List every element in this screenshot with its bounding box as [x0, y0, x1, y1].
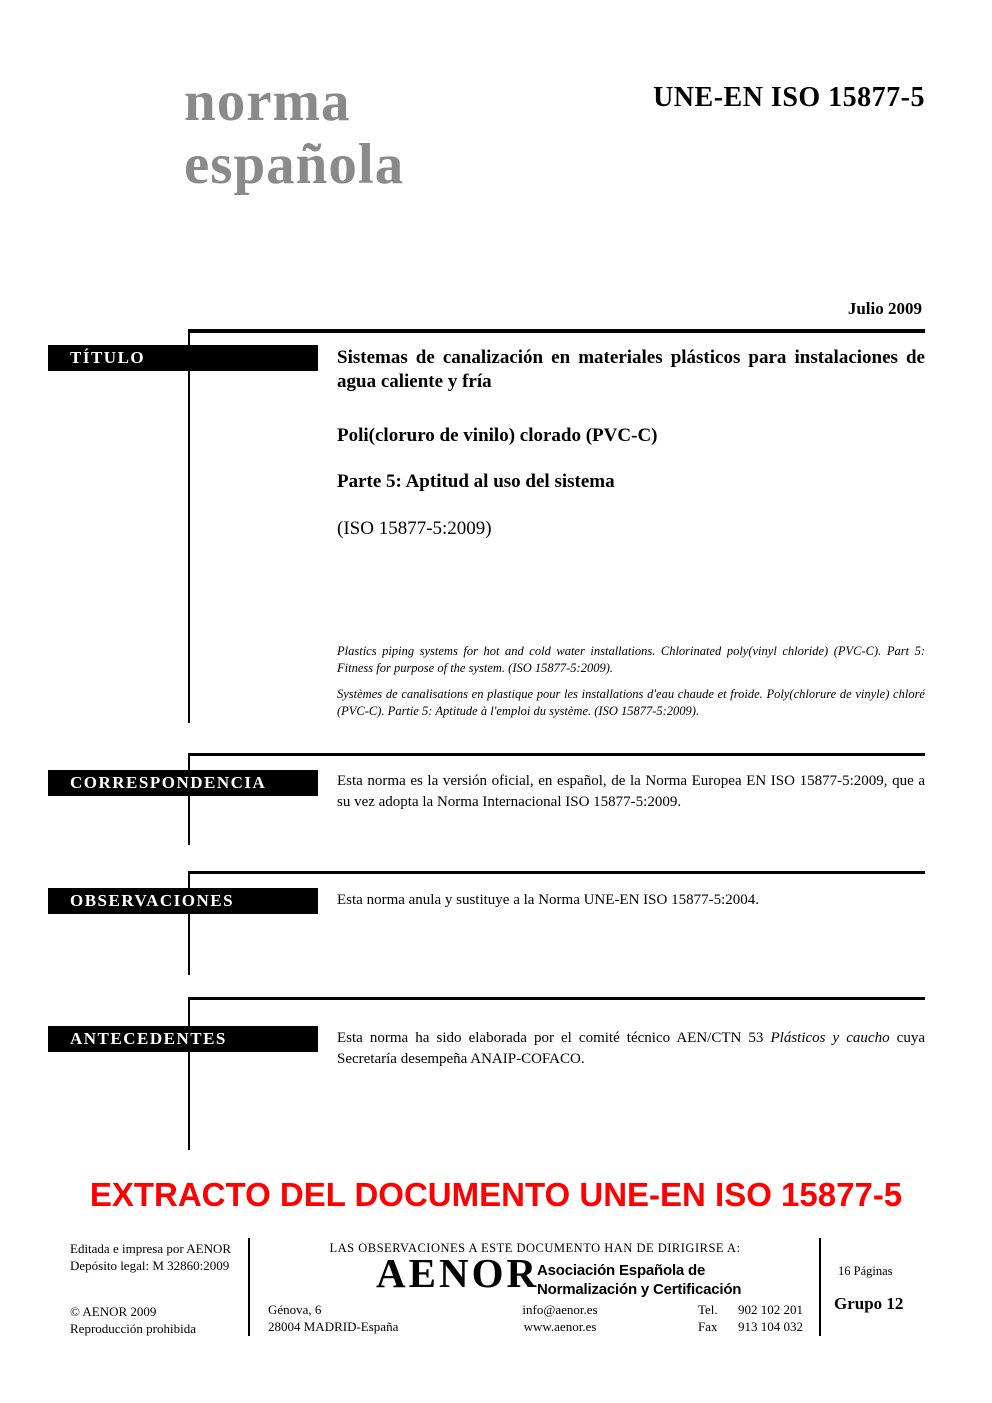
footer-copyright: © AENOR 2009 [70, 1304, 157, 1319]
footer-imprint [70, 1240, 231, 1274]
correspondencia-text: Esta norma es la versión oficial, en español, de la Norma Europea EN ISO 15877-5:2009, que a su vez adopta la Norma Internacional ISO 15877-5:2009. [337, 773, 925, 810]
antecedentes-top-rule [188, 997, 925, 1000]
antecedentes-text-before: Esta norma ha sido elaborada por el comité técnico AEN/CTN 53 [337, 1030, 771, 1046]
correspondencia-vertical-rule [188, 753, 190, 845]
antecedentes-text-after: cuya Secretaría desempeña ANAIP-COFACO. [337, 1030, 925, 1067]
document-code: UNE-EN ISO 15877-5 [653, 82, 925, 113]
footer-tel-row [698, 1301, 803, 1318]
observaciones-top-rule [188, 871, 925, 874]
footer-website: www.aenor.es [523, 1319, 597, 1334]
logo-line-2: española [184, 133, 405, 196]
correspondencia-label: CORRESPONDENCIA [70, 773, 267, 792]
aenor-org-line-1: Asociación Española de [537, 1262, 706, 1279]
titulo-top-rule [188, 329, 925, 333]
titulo-label: TÍTULO [70, 348, 146, 367]
footer-online-contacts [505, 1301, 615, 1335]
antecedentes-text [337, 1028, 925, 1070]
title-main-text: Sistemas de canalización en materiales plásticos para instalaciones de agua caliente y fría [337, 347, 925, 392]
title-english-translation: Plastics piping systems for hot and cold water installations. Chlorinated poly(vinyl chloride) (PVC-C). Part 5: Fitness for purpose of the system. (ISO 15877-5:2009). [337, 644, 925, 675]
extract-banner: EXTRACTO DEL DOCUMENTO UNE-EN ISO 15877-5 [89, 1176, 903, 1213]
footer-email: info@aenor.es [522, 1302, 598, 1317]
observaciones-label-bar [48, 888, 318, 914]
antecedentes-committee-name: Plásticos y caucho [770, 1030, 890, 1046]
antecedentes-label: ANTECEDENTES [70, 1029, 227, 1048]
title-iso-reference: (ISO 15877-5:2009) [337, 518, 492, 539]
footer-address [268, 1301, 398, 1335]
title-part-text: Parte 5: Aptitud al uso del sistema [337, 471, 615, 492]
antecedentes-vertical-rule [188, 997, 190, 1150]
footer-page-count: 16 Páginas [838, 1264, 893, 1278]
tel-number: 902 102 201 [738, 1302, 803, 1317]
titulo-vertical-rule [188, 329, 190, 723]
footer-copyright-block [70, 1303, 196, 1337]
observaciones-text: Esta norma anula y sustituye a la Norma UNE-EN ISO 15877-5:2004. [337, 892, 759, 908]
aenor-logo: AENOR [376, 1250, 540, 1296]
title-french-translation: Systèmes de canalisations en plastique pour les installations d'eau chaude et froide. Poly(chlorure de vinyle) chloré (PVC-C). Partie 5: Aptitude à l'emploi du système. (ISO 15877-5:2009). [337, 687, 925, 718]
address-city: 28004 MADRID-España [268, 1319, 399, 1334]
address-street: Génova, 6 [268, 1302, 322, 1317]
footer-rights: Reproducción prohibida [70, 1321, 196, 1336]
footer-legal-deposit: Depósito legal: M 32860:2009 [70, 1258, 230, 1273]
antecedentes-label-bar [48, 1026, 318, 1052]
tel-label: Tel. [698, 1302, 718, 1317]
footer-notice: LAS OBSERVACIONES A ESTE DOCUMENTO HAN DE DIRIGIRSE A: [329, 1241, 741, 1255]
norma-espanola-logo [184, 70, 404, 196]
fax-label: Fax [698, 1319, 718, 1334]
footer-printed-by: Editada e impresa por AENOR [70, 1241, 232, 1256]
issue-date: Julio 2009 [847, 299, 922, 318]
observaciones-vertical-rule [188, 871, 190, 975]
fax-number: 913 104 032 [738, 1319, 803, 1334]
titulo-label-bar [48, 345, 318, 371]
aenor-org-line-2: Normalización y Certificación [537, 1281, 742, 1298]
logo-line-1: norma [184, 70, 351, 133]
observaciones-label: OBSERVACIONES [70, 891, 235, 910]
footer-group: Grupo 12 [834, 1294, 904, 1313]
footer-phone-contacts [698, 1301, 803, 1335]
aenor-org-name [537, 1261, 741, 1299]
correspondencia-top-rule [188, 753, 925, 756]
correspondencia-label-bar [48, 770, 318, 796]
footer-fax-row [698, 1318, 803, 1335]
title-material-text: Poli(cloruro de vinilo) clorado (PVC-C) [337, 425, 658, 446]
